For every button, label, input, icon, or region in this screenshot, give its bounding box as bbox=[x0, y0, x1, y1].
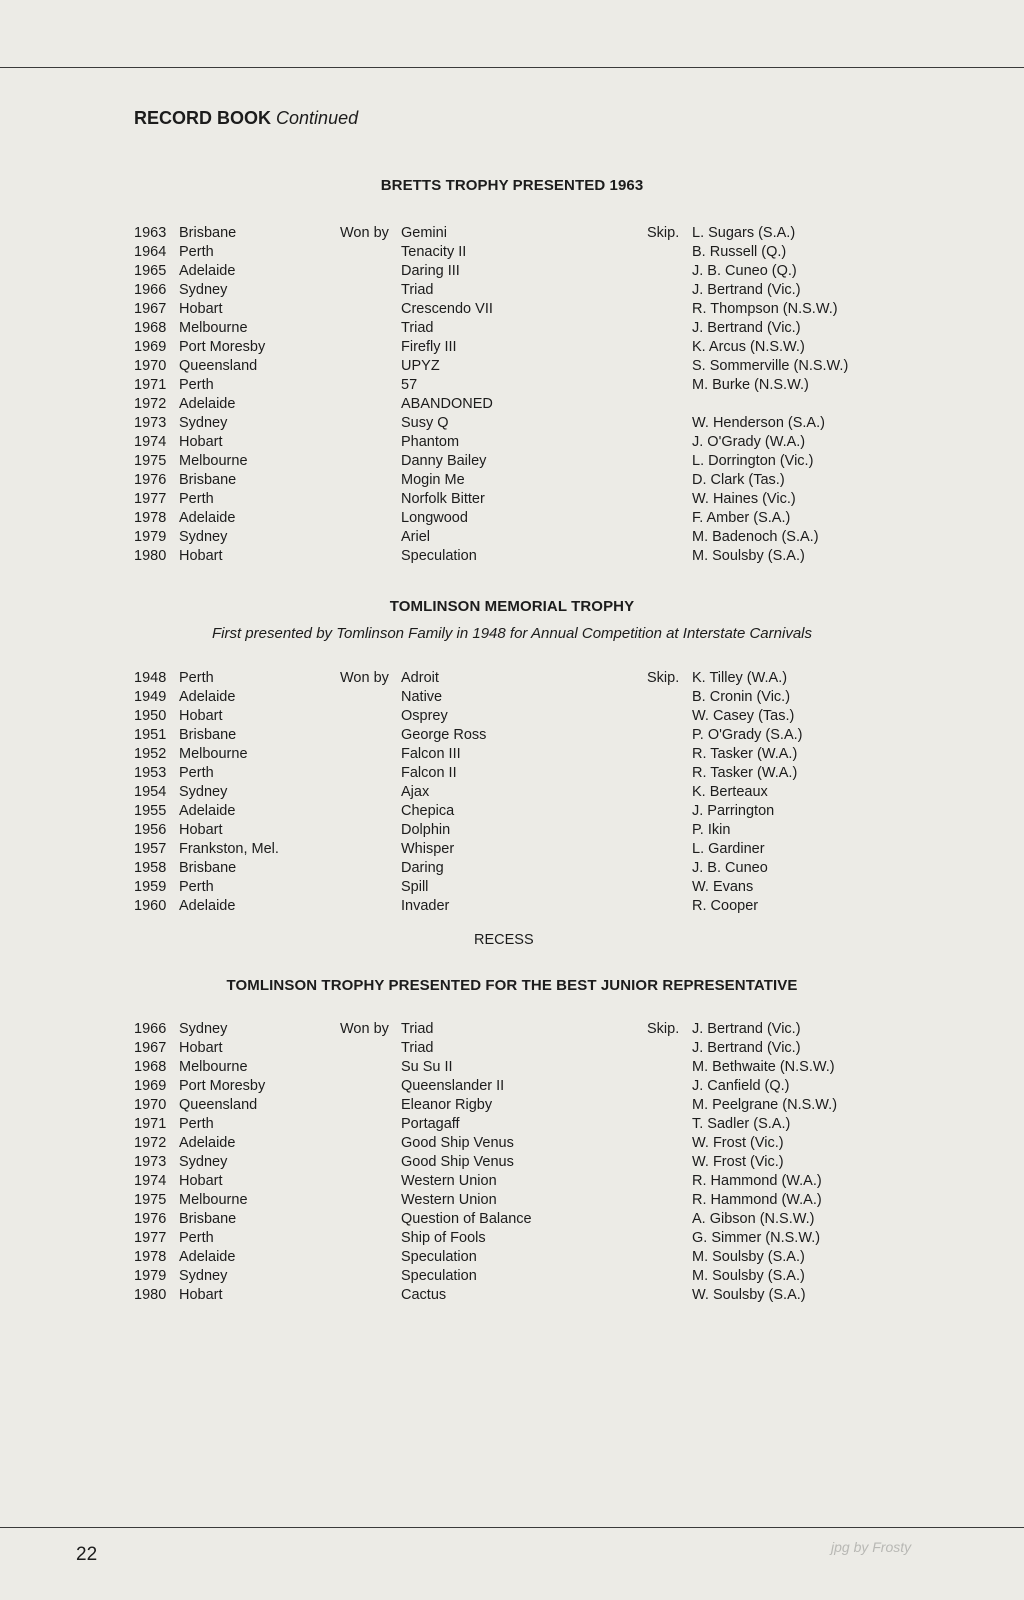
row-year: 1971 bbox=[134, 1116, 167, 1132]
table-row bbox=[0, 1096, 1024, 1115]
row-year: 1965 bbox=[134, 263, 167, 279]
row-year: 1957 bbox=[134, 841, 167, 857]
row-year: 1968 bbox=[134, 1059, 167, 1075]
row-skipper: M. Burke (N.S.W.) bbox=[692, 377, 809, 393]
row-boat: Ajax bbox=[401, 784, 430, 800]
row-year: 1964 bbox=[134, 244, 167, 260]
row-skipper: R. Tasker (W.A.) bbox=[692, 765, 798, 781]
row-year: 1967 bbox=[134, 1040, 167, 1056]
won-by-label: Won by bbox=[340, 670, 389, 686]
table-row bbox=[0, 300, 1024, 319]
row-venue: Sydney bbox=[179, 529, 228, 545]
row-boat: Daring III bbox=[401, 263, 460, 279]
row-boat: Whisper bbox=[401, 841, 455, 857]
row-boat: Speculation bbox=[401, 1268, 477, 1284]
row-year: 1972 bbox=[134, 396, 167, 412]
row-year: 1977 bbox=[134, 1230, 167, 1246]
results-table-tomlinson-memorial bbox=[0, 669, 1024, 916]
row-year: 1963 bbox=[134, 225, 167, 241]
row-skipper: M. Badenoch (S.A.) bbox=[692, 529, 819, 545]
row-skipper: A. Gibson (N.S.W.) bbox=[692, 1211, 815, 1227]
row-venue: Melbourne bbox=[179, 746, 248, 762]
row-year: 1979 bbox=[134, 1268, 167, 1284]
table-row bbox=[0, 1058, 1024, 1077]
row-venue: Brisbane bbox=[179, 1211, 237, 1227]
section-title-bretts-trophy: BRETTS TROPHY PRESENTED 1963 bbox=[380, 177, 644, 194]
row-skipper: J. Parrington bbox=[692, 803, 775, 819]
row-boat: Adroit bbox=[401, 670, 439, 686]
row-year: 1960 bbox=[134, 898, 167, 914]
row-boat: Speculation bbox=[401, 548, 477, 564]
row-boat: Queenslander II bbox=[401, 1078, 505, 1094]
row-boat: Invader bbox=[401, 898, 450, 914]
row-boat: Triad bbox=[401, 1040, 434, 1056]
row-skipper: R. Tasker (W.A.) bbox=[692, 746, 798, 762]
row-year: 1956 bbox=[134, 822, 167, 838]
row-venue: Brisbane bbox=[179, 860, 237, 876]
row-skipper: W. Soulsby (S.A.) bbox=[692, 1287, 806, 1303]
table-row bbox=[0, 547, 1024, 566]
row-skipper: K. Tilley (W.A.) bbox=[692, 670, 788, 686]
table-row bbox=[0, 745, 1024, 764]
row-venue: Hobart bbox=[179, 301, 223, 317]
row-boat: George Ross bbox=[401, 727, 487, 743]
row-venue: Adelaide bbox=[179, 510, 236, 526]
row-boat: Susy Q bbox=[401, 415, 449, 431]
row-year: 1969 bbox=[134, 1078, 167, 1094]
row-boat: Falcon II bbox=[401, 765, 457, 781]
results-table-tomlinson-junior bbox=[0, 1020, 1024, 1305]
skip-label: Skip. bbox=[647, 1021, 680, 1037]
row-venue: Adelaide bbox=[179, 263, 236, 279]
header-title: RECORD BOOK bbox=[134, 108, 272, 128]
top-rule bbox=[0, 67, 1024, 68]
table-row bbox=[0, 1286, 1024, 1305]
row-year: 1959 bbox=[134, 879, 167, 895]
row-year: 1949 bbox=[134, 689, 167, 705]
row-boat: Chepica bbox=[401, 803, 455, 819]
row-year: 1977 bbox=[134, 491, 167, 507]
row-venue: Perth bbox=[179, 1116, 214, 1132]
row-venue: Hobart bbox=[179, 822, 223, 838]
row-venue: Queensland bbox=[179, 358, 258, 374]
row-skipper: W. Haines (Vic.) bbox=[692, 491, 796, 507]
row-venue: Hobart bbox=[179, 708, 223, 724]
row-venue: Melbourne bbox=[179, 1192, 248, 1208]
row-year: 1980 bbox=[134, 548, 167, 564]
table-row bbox=[0, 319, 1024, 338]
row-year: 1966 bbox=[134, 1021, 167, 1037]
row-year: 1974 bbox=[134, 1173, 167, 1189]
row-boat: Gemini bbox=[401, 225, 447, 241]
table-row bbox=[0, 490, 1024, 509]
row-year: 1966 bbox=[134, 282, 167, 298]
row-skipper: L. Dorrington (Vic.) bbox=[692, 453, 814, 469]
row-year: 1968 bbox=[134, 320, 167, 336]
row-year: 1979 bbox=[134, 529, 167, 545]
row-venue: Brisbane bbox=[179, 225, 237, 241]
row-venue: Hobart bbox=[179, 1287, 223, 1303]
row-venue: Sydney bbox=[179, 1154, 228, 1170]
row-venue: Perth bbox=[179, 491, 214, 507]
row-skipper: P. O'Grady (S.A.) bbox=[692, 727, 803, 743]
row-skipper: R. Cooper bbox=[692, 898, 759, 914]
section-subtitle-tomlinson-memorial: First presented by Tomlinson Family in 1948 for Annual Competition at Interstate Carnivals bbox=[211, 625, 812, 642]
row-venue: Melbourne bbox=[179, 453, 248, 469]
row-skipper: B. Russell (Q.) bbox=[692, 244, 787, 260]
row-year: 1954 bbox=[134, 784, 167, 800]
row-year: 1973 bbox=[134, 415, 167, 431]
row-skipper: T. Sadler (S.A.) bbox=[692, 1116, 791, 1132]
table-row bbox=[0, 1039, 1024, 1058]
page-number: 22 bbox=[76, 1544, 98, 1565]
row-venue: Perth bbox=[179, 1230, 214, 1246]
table-row bbox=[0, 1134, 1024, 1153]
section-title-tomlinson-memorial: TOMLINSON MEMORIAL TROPHY bbox=[389, 598, 635, 615]
row-skipper: L. Gardiner bbox=[692, 841, 765, 857]
header-subtitle: Continued bbox=[276, 108, 359, 128]
row-venue: Hobart bbox=[179, 548, 223, 564]
row-venue: Adelaide bbox=[179, 396, 236, 412]
row-boat: Su Su II bbox=[401, 1059, 453, 1075]
row-venue: Adelaide bbox=[179, 689, 236, 705]
row-venue: Perth bbox=[179, 879, 214, 895]
table-row bbox=[0, 707, 1024, 726]
row-year: 1970 bbox=[134, 1097, 167, 1113]
row-venue: Frankston, Mel. bbox=[179, 841, 279, 857]
row-boat: Phantom bbox=[401, 434, 460, 450]
row-boat: Triad bbox=[401, 282, 434, 298]
row-boat: Mogin Me bbox=[401, 472, 465, 488]
table-row bbox=[0, 376, 1024, 395]
row-skipper: K. Berteaux bbox=[692, 784, 768, 800]
row-year: 1978 bbox=[134, 1249, 167, 1265]
row-boat: Tenacity II bbox=[401, 244, 467, 260]
row-year: 1971 bbox=[134, 377, 167, 393]
row-year: 1958 bbox=[134, 860, 167, 876]
row-boat: Firefly III bbox=[401, 339, 457, 355]
row-venue: Hobart bbox=[179, 1040, 223, 1056]
row-boat: Portagaff bbox=[401, 1116, 460, 1132]
table-row bbox=[0, 1191, 1024, 1210]
row-boat: Cactus bbox=[401, 1287, 447, 1303]
row-skipper: L. Sugars (S.A.) bbox=[692, 225, 796, 241]
row-year: 1969 bbox=[134, 339, 167, 355]
table-row bbox=[0, 878, 1024, 897]
table-row bbox=[0, 1020, 1024, 1039]
row-skipper: R. Hammond (W.A.) bbox=[692, 1192, 822, 1208]
row-skipper: M. Soulsby (S.A.) bbox=[692, 548, 805, 564]
row-year: 1974 bbox=[134, 434, 167, 450]
row-venue: Port Moresby bbox=[179, 1078, 266, 1094]
row-year: 1973 bbox=[134, 1154, 167, 1170]
table-row bbox=[0, 528, 1024, 547]
won-by-label: Won by bbox=[340, 1021, 389, 1037]
bottom-rule bbox=[0, 1527, 1024, 1528]
row-skipper: R. Thompson (N.S.W.) bbox=[692, 301, 838, 317]
row-year: 1967 bbox=[134, 301, 167, 317]
table-row bbox=[0, 224, 1024, 243]
table-row bbox=[0, 1267, 1024, 1286]
row-boat: Danny Bailey bbox=[401, 453, 487, 469]
row-skipper: W. Henderson (S.A.) bbox=[692, 415, 825, 431]
page-header bbox=[134, 108, 358, 129]
row-skipper: J. B. Cuneo bbox=[692, 860, 768, 876]
row-boat: Speculation bbox=[401, 1249, 477, 1265]
row-venue: Perth bbox=[179, 765, 214, 781]
recess-note: RECESS bbox=[474, 932, 534, 948]
row-boat: Good Ship Venus bbox=[401, 1135, 514, 1151]
row-venue: Brisbane bbox=[179, 727, 237, 743]
row-venue: Melbourne bbox=[179, 1059, 248, 1075]
table-row bbox=[0, 262, 1024, 281]
row-boat: Spill bbox=[401, 879, 429, 895]
row-boat: Dolphin bbox=[401, 822, 451, 838]
row-skipper: P. Ikin bbox=[692, 822, 731, 838]
row-year: 1952 bbox=[134, 746, 167, 762]
row-year: 1955 bbox=[134, 803, 167, 819]
row-skipper: W. Frost (Vic.) bbox=[692, 1154, 784, 1170]
table-row bbox=[0, 1153, 1024, 1172]
table-row bbox=[0, 452, 1024, 471]
row-boat: Western Union bbox=[401, 1192, 497, 1208]
row-venue: Adelaide bbox=[179, 803, 236, 819]
row-year: 1970 bbox=[134, 358, 167, 374]
row-skipper: R. Hammond (W.A.) bbox=[692, 1173, 822, 1189]
table-row bbox=[0, 471, 1024, 490]
row-boat: Osprey bbox=[401, 708, 448, 724]
table-row bbox=[0, 357, 1024, 376]
row-venue: Queensland bbox=[179, 1097, 258, 1113]
row-venue: Sydney bbox=[179, 1021, 228, 1037]
row-venue: Sydney bbox=[179, 1268, 228, 1284]
table-row bbox=[0, 764, 1024, 783]
row-skipper: M. Soulsby (S.A.) bbox=[692, 1249, 805, 1265]
row-boat: Norfolk Bitter bbox=[401, 491, 485, 507]
scan-credit: jpg by Frosty bbox=[831, 1539, 912, 1555]
table-row bbox=[0, 1115, 1024, 1134]
row-skipper: W. Evans bbox=[692, 879, 754, 895]
row-venue: Adelaide bbox=[179, 898, 236, 914]
table-row bbox=[0, 395, 1024, 414]
row-year: 1972 bbox=[134, 1135, 167, 1151]
table-row bbox=[0, 1172, 1024, 1191]
row-venue: Adelaide bbox=[179, 1249, 236, 1265]
table-row bbox=[0, 688, 1024, 707]
table-row bbox=[0, 859, 1024, 878]
row-skipper: J. O'Grady (W.A.) bbox=[692, 434, 806, 450]
row-boat: Eleanor Rigby bbox=[401, 1097, 493, 1113]
table-row bbox=[0, 1229, 1024, 1248]
row-year: 1976 bbox=[134, 472, 167, 488]
row-skipper: M. Peelgrane (N.S.W.) bbox=[692, 1097, 838, 1113]
row-boat: Western Union bbox=[401, 1173, 497, 1189]
row-skipper: J. Bertrand (Vic.) bbox=[692, 1021, 801, 1037]
row-skipper: B. Cronin (Vic.) bbox=[692, 689, 791, 705]
row-boat: Triad bbox=[401, 320, 434, 336]
row-venue: Perth bbox=[179, 377, 214, 393]
row-year: 1976 bbox=[134, 1211, 167, 1227]
row-skipper: J. Canfield (Q.) bbox=[692, 1078, 790, 1094]
row-venue: Perth bbox=[179, 670, 214, 686]
row-skipper: G. Simmer (N.S.W.) bbox=[692, 1230, 821, 1246]
row-skipper: S. Sommerville (N.S.W.) bbox=[692, 358, 849, 374]
row-venue: Sydney bbox=[179, 282, 228, 298]
table-row bbox=[0, 726, 1024, 745]
row-venue: Hobart bbox=[179, 434, 223, 450]
table-row bbox=[0, 509, 1024, 528]
row-venue: Perth bbox=[179, 244, 214, 260]
row-year: 1951 bbox=[134, 727, 167, 743]
row-year: 1980 bbox=[134, 1287, 167, 1303]
table-row bbox=[0, 783, 1024, 802]
row-venue: Adelaide bbox=[179, 1135, 236, 1151]
row-venue: Brisbane bbox=[179, 472, 237, 488]
row-year: 1978 bbox=[134, 510, 167, 526]
section-title-tomlinson-junior: TOMLINSON TROPHY PRESENTED FOR THE BEST JUNIOR REPRESENTATIVE bbox=[226, 977, 798, 994]
row-skipper: K. Arcus (N.S.W.) bbox=[692, 339, 805, 355]
row-boat: UPYZ bbox=[401, 358, 440, 374]
skip-label: Skip. bbox=[647, 225, 680, 241]
row-skipper: W. Casey (Tas.) bbox=[692, 708, 795, 724]
row-skipper: D. Clark (Tas.) bbox=[692, 472, 785, 488]
row-boat: Native bbox=[401, 689, 443, 705]
row-venue: Sydney bbox=[179, 415, 228, 431]
row-skipper: J. Bertrand (Vic.) bbox=[692, 320, 801, 336]
won-by-label: Won by bbox=[340, 225, 389, 241]
table-row bbox=[0, 1248, 1024, 1267]
row-boat: ABANDONED bbox=[401, 396, 493, 412]
row-boat: Crescendo VII bbox=[401, 301, 493, 317]
row-boat: Question of Balance bbox=[401, 1211, 532, 1227]
row-venue: Sydney bbox=[179, 784, 228, 800]
table-row bbox=[0, 802, 1024, 821]
table-row bbox=[0, 414, 1024, 433]
table-row bbox=[0, 669, 1024, 688]
row-boat: Falcon III bbox=[401, 746, 461, 762]
table-row bbox=[0, 433, 1024, 452]
row-skipper: J. Bertrand (Vic.) bbox=[692, 1040, 801, 1056]
row-boat: Daring bbox=[401, 860, 444, 876]
row-skipper: J. Bertrand (Vic.) bbox=[692, 282, 801, 298]
row-venue: Port Moresby bbox=[179, 339, 266, 355]
row-venue: Melbourne bbox=[179, 320, 248, 336]
table-row bbox=[0, 338, 1024, 357]
row-year: 1953 bbox=[134, 765, 167, 781]
row-boat: Ship of Fools bbox=[401, 1230, 486, 1246]
table-row bbox=[0, 840, 1024, 859]
row-skipper: F. Amber (S.A.) bbox=[692, 510, 791, 526]
row-boat: Longwood bbox=[401, 510, 468, 526]
row-year: 1948 bbox=[134, 670, 167, 686]
table-row bbox=[0, 1077, 1024, 1096]
results-table-bretts-trophy bbox=[0, 224, 1024, 566]
row-year: 1975 bbox=[134, 1192, 167, 1208]
row-year: 1950 bbox=[134, 708, 167, 724]
table-row bbox=[0, 821, 1024, 840]
row-boat: 57 bbox=[401, 377, 418, 393]
table-row bbox=[0, 1210, 1024, 1229]
row-skipper: M. Soulsby (S.A.) bbox=[692, 1268, 805, 1284]
row-boat: Good Ship Venus bbox=[401, 1154, 514, 1170]
table-row bbox=[0, 897, 1024, 916]
row-boat: Ariel bbox=[401, 529, 431, 545]
row-skipper: J. B. Cuneo (Q.) bbox=[692, 263, 797, 279]
row-boat: Triad bbox=[401, 1021, 434, 1037]
table-row bbox=[0, 281, 1024, 300]
row-year: 1975 bbox=[134, 453, 167, 469]
skip-label: Skip. bbox=[647, 670, 680, 686]
row-skipper: W. Frost (Vic.) bbox=[692, 1135, 784, 1151]
row-venue: Hobart bbox=[179, 1173, 223, 1189]
row-skipper: M. Bethwaite (N.S.W.) bbox=[692, 1059, 835, 1075]
table-row bbox=[0, 243, 1024, 262]
